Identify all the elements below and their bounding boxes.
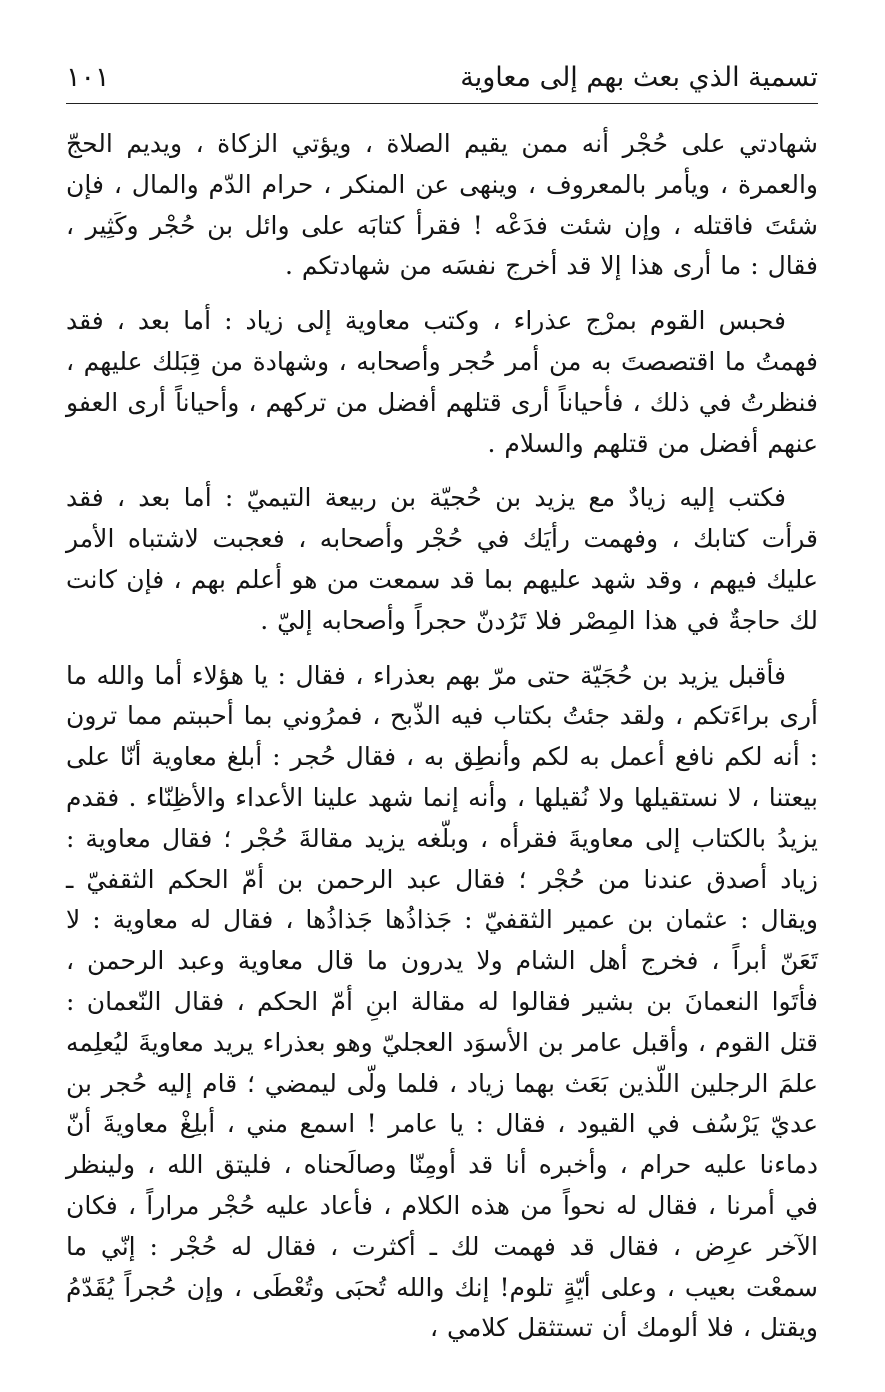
running-header	[66, 58, 818, 98]
header-divider	[66, 103, 818, 104]
page-number: ١٠١	[66, 62, 110, 93]
paragraph-4: فأقبل يزيد بن حُجَيّة حتى مرّ بهم بعذراء ، فقال : يا هؤلاء أما والله ما أرى براءَتكم ، ولقد جئتُ بكتاب فيه الذّبح ، فمرُوني بما أحببتم مما ترون : أنه لكم نافع أعمل به لكم وأنطِق به ، فقال حُجر : أبلغ معاوية أنّا على بيعتنا ، لا نستقيلها ولا نُقيلها ، وأنه إنما شهد علينا الأعداء والأظِنّاء . فقدم يزيدُ بالكتاب إلى معاويةَ فقرأه ، وبلّغه يزيد مقالةَ حُجْر ؛ فقال معاوية : زياد أصدق عندنا من حُجْر ؛ فقال عبد الرحمن بن أمّ الحكم الثقفيّ ـ ويقال : عثمان بن عمير الثقفيّ : جَذاذُها جَذاذُها ، فقال له معاوية : لا تَعَنّ أبراً ، فخرج أهل الشام ولا يدرون ما قال معاوية وعبد الرحمن ، فأتَوا النعمانَ بن بشير فقالوا له مقالة ابنِ أمّ الحكم ، فقال النّعمان : قتل القوم ، وأقبل عامر بن الأسوَد العجليّ وهو بعذراء يريد معاويةَ ليُعلِمه علمَ الرجلين اللّذين بَعَث بهما زياد ، فلما ولّى ليمضي ؛ قام إليه حُجر بن عديّ يَرْسُف في القيود ، فقال : يا عامر ! اسمع مني ، أبلِغْ معاويةَ أنّ دماءنا عليه حرام ، وأخبره أنا قد أومِنّا وصالَحناه ، فليتق الله ، ولينظر في أمرنا ، فقال له نحواً من هذه الكلام ، فأعاد عليه حُجْر مراراً ، فكان الآخر عرِض ، فقال قد فهمت لك ـ أكثرت ، فقال له حُجْر : إنّي ما سمعْت بعيب ، وعلى أيّةٍ تلوم! إنك والله تُحبَى وتُعْطَى ، وإن حُجراً يُقَدّمُ ويقتل ، فلا ألومك أن تستثقل كلامي ،	[66, 660, 818, 1343]
running-title: تسمية الذي بعث بهم إلى معاوية	[460, 62, 818, 93]
paragraph-1: شهادتي على حُجْر أنه ممن يقيم الصلاة ، ويؤتي الزكاة ، ويديم الحجّ والعمرة ، ويأمر بالمعروف ، وينهى عن المنكر ، حرام الدّم والمال ، فإن شئتَ فاقتله ، وإن شئت فدَعْه ! فقرأ كتابَه على وائل بن حُجْر وكَثِير ، فقال : ما أرى هذا إلا قد أخرج نفسَه من شهادتكم .	[66, 129, 818, 281]
paragraph-2: فحبس القوم بمرْج عذراء ، وكتب معاوية إلى زياد : أما بعد ، فقد فهمتُ ما اقتصصتَ به من أمر حُجر وأصحابه ، وشهادة من قِبَلك عليهم ، فنظرتُ في ذلك ، فأحياناً أرى قتلهم أفضل من تركهم ، وأحياناً أرى العفو عنهم أفضل من قتلهم والسلام .	[66, 306, 818, 458]
page-body	[66, 124, 818, 1363]
paragraph-3: فكتب إليه زيادٌ مع يزيد بن حُجيّة بن ربيعة التيميّ : أما بعد ، فقد قرأت كتابك ، وفهمت رأيَك في حُجْر وأصحابه ، فعجبت لاشتباه الأمر عليك فيهم ، وقد شهد عليهم بما قد سمعت من هو أعلم بهم ، فإن كانت لك حاجةٌ في هذا المِصْر فلا تَرُدنّ حجراً وأصحابه إليّ .	[66, 483, 818, 635]
